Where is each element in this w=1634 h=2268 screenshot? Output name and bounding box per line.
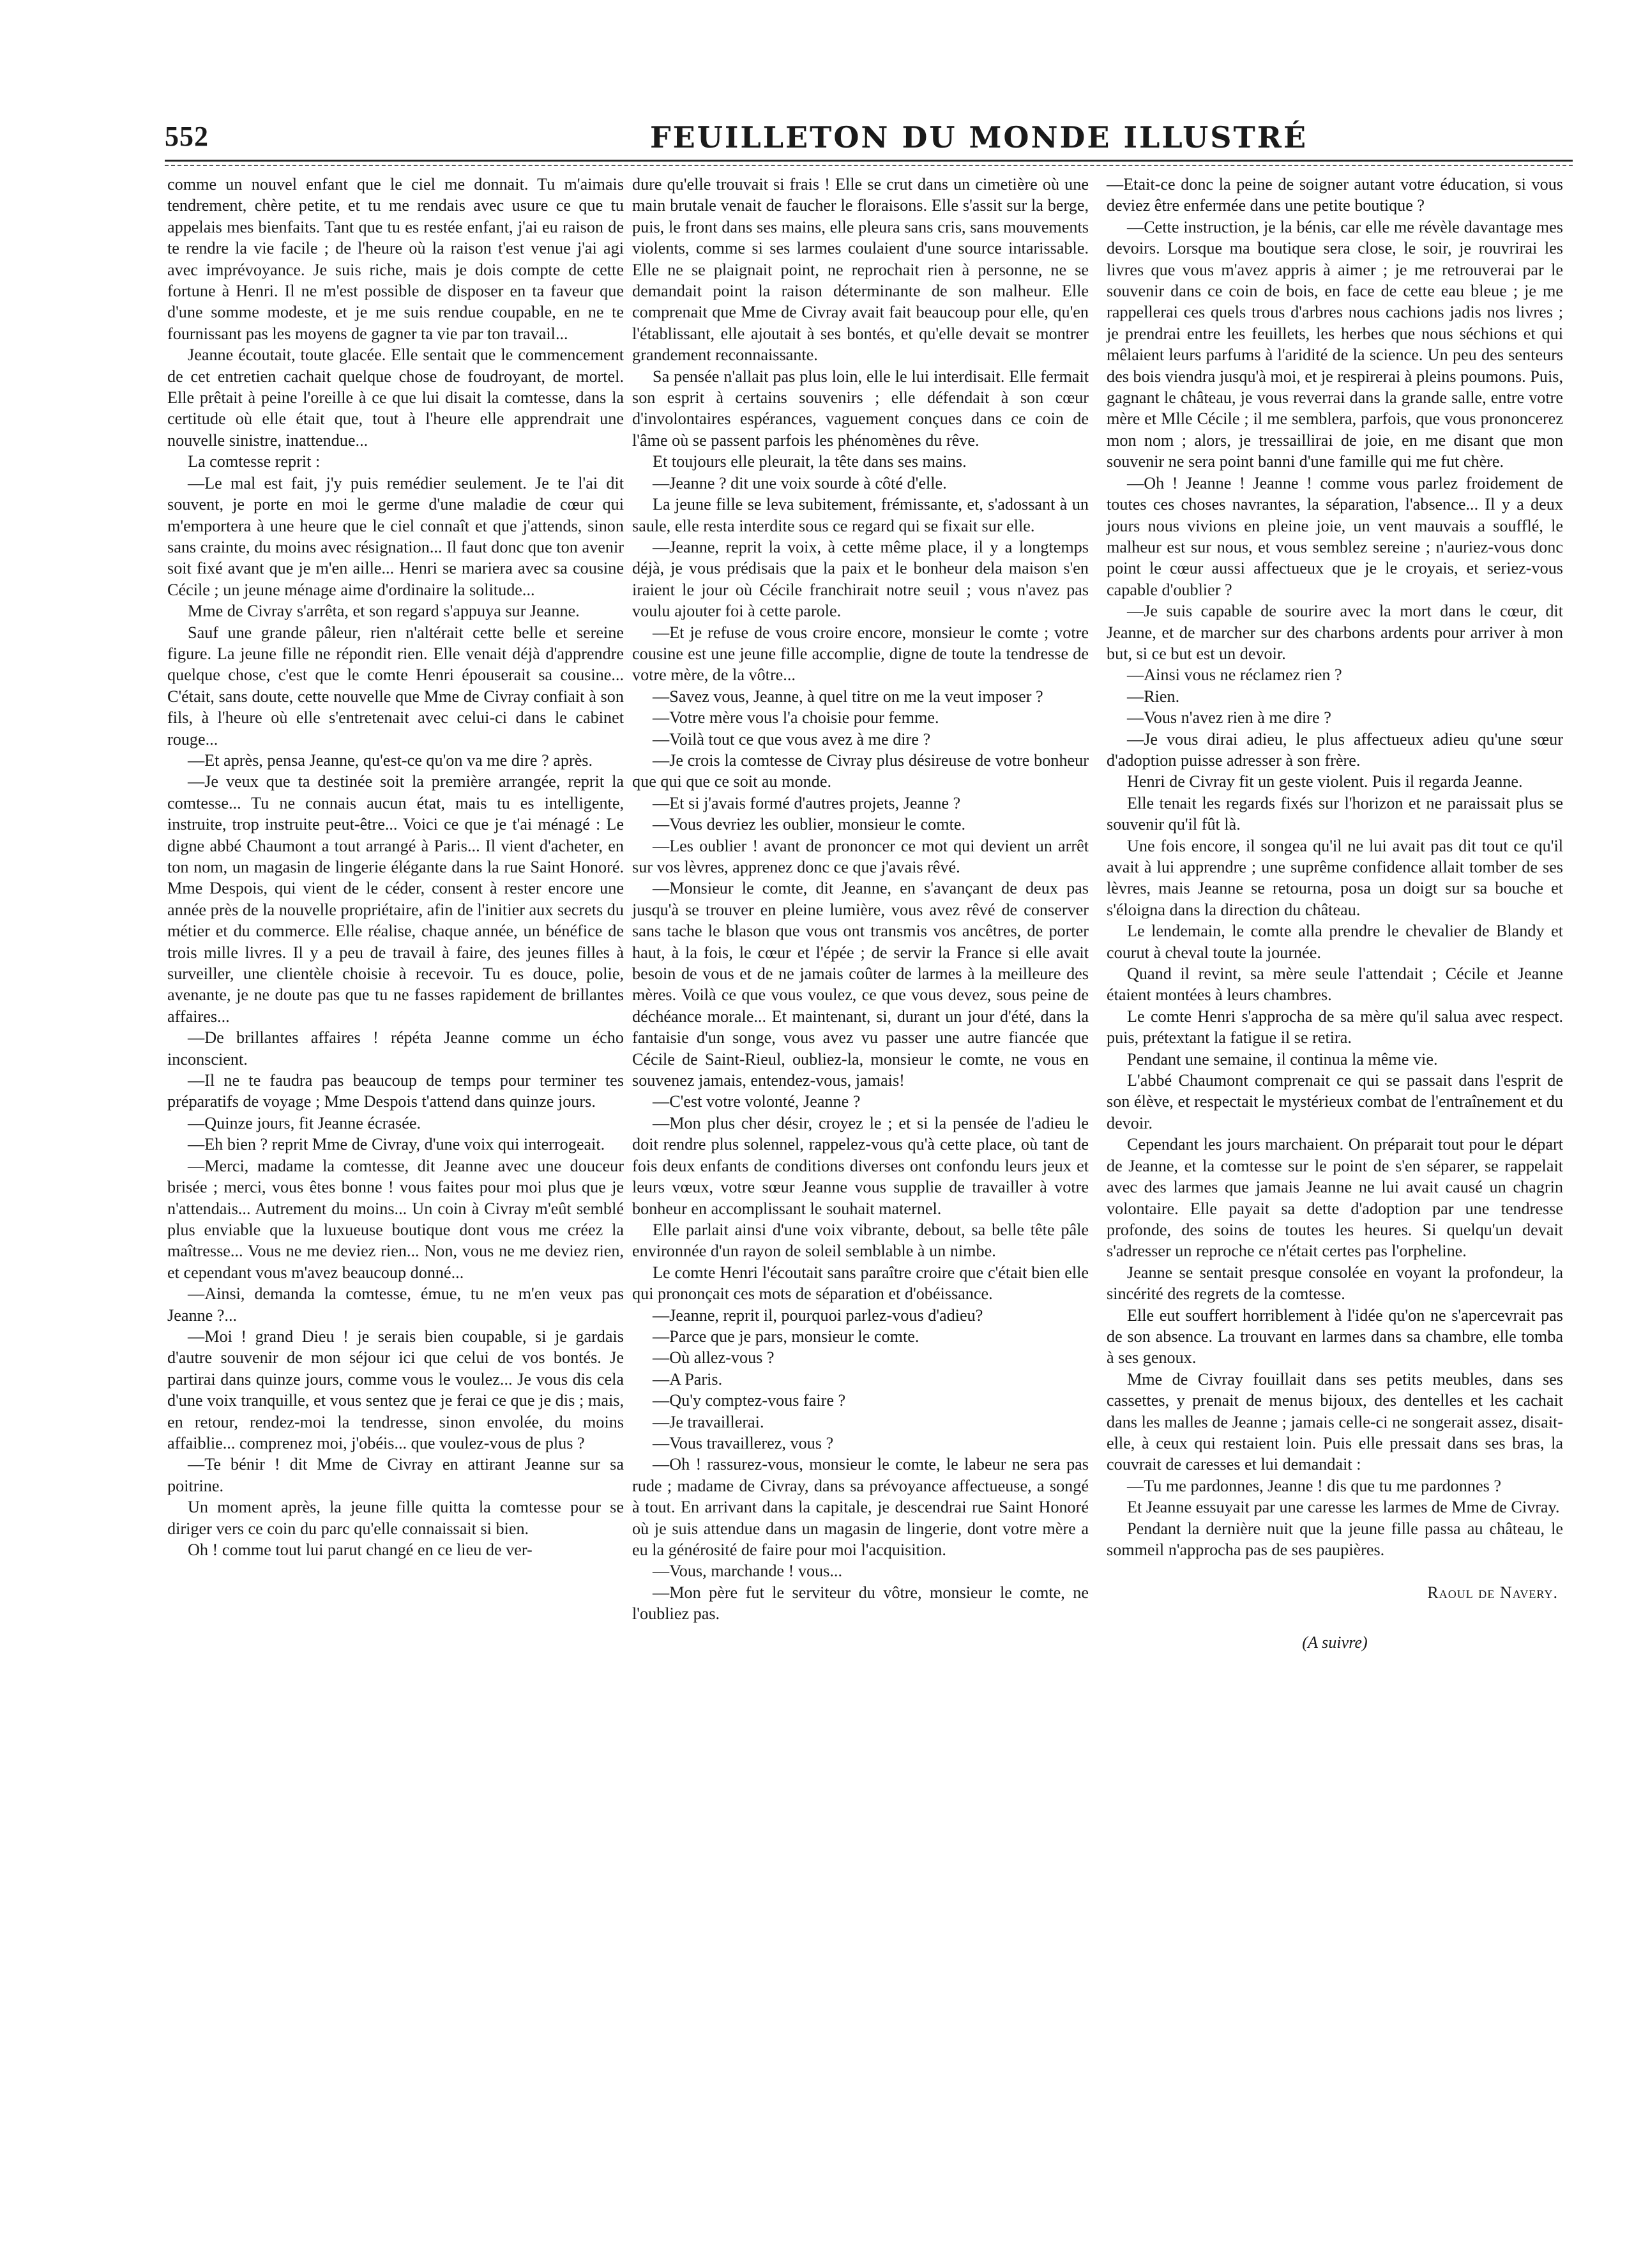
paragraph: —Je vous dirai adieu, le plus affectueux adieu qu'une sœur d'adoption puisse adresser à son frère. — [1107, 729, 1563, 770]
paragraph: comme un nouvel enfant que le ciel me donnait. Tu m'aimais tendrement, chère petite, et tu me rendais avec usure ce que tu appelais mes bienfaits. Tant que tu es restée enfant, j'ai eu raison de te rendre la vie facile ; de l'heure où la raison t'est venue j'ai agi avec imprévoyance. Je suis riche, mais je dois compte de cette fortune à Henri. Il ne m'est possible de disposer en ta faveur que d'une somme modeste, et je me suis rendue coupable, en ne te fournissant pas les moyens de gagner ta vie par ton travail... — [167, 175, 624, 343]
paragraph: Le comte Henri l'écoutait sans paraître croire que c'était bien elle qui prononçait ces mots de séparation et d'obéissance. — [632, 1263, 1089, 1304]
paragraph: Une fois encore, il songea qu'il ne lui avait pas dit tout ce qu'il avait à lui apprendre ; une suprême confidence allait tomber de ses lèvres, mais Jeanne se retourna, posa un doigt sur sa bouche et s'éloigna dans la direction du château. — [1107, 836, 1563, 919]
paragraph: Le comte Henri s'approcha de sa mère qu'il salua avec respect. puis, prétextant la fatigue il se retira. — [1107, 1007, 1563, 1047]
paragraph: —Merci, madame la comtesse, dit Jeanne avec une douceur brisée ; merci, vous êtes bonne ! vous faites pour moi plus que je n'attendais... Autrement du moins... Un coin à Civray m'eût semblé plus enviable que la luxueuse boutique dont vous me créez la maîtresse... Vous ne me deviez rien... Non, vous ne me deviez rien, et cependant vous m'avez beaucoup donné... — [167, 1156, 624, 1282]
paragraph: —Je travaillerai. — [653, 1412, 764, 1431]
paragraph: —Vous travaillerez, vous ? — [653, 1433, 834, 1452]
paragraph: —A Paris. — [653, 1369, 723, 1389]
paragraph: —Les oublier ! avant de prononcer ce mot qui devient un arrêt sur vos lèvres, apprenez donc ce que j'avais rêvé. — [632, 836, 1089, 876]
paragraph: Sauf une grande pâleur, rien n'altérait cette belle et sereine figure. La jeune fille ne répondit rien. Elle venait déjà d'apprendre quelque chose, c'est que le comte Henri épouserait sa cousine... C'était, sans doute, cette nouvelle que Mme de Civray confiait à son fils, à l'heure où elle s'entretenait avec celui-ci dans le cabinet rouge... — [167, 623, 624, 749]
paragraph: —Ainsi vous ne réclamez rien ? — [1127, 666, 1342, 685]
paragraph: Jeanne se sentait presque consolée en voyant la profondeur, la sincérité des regrets de la comtesse. — [1107, 1263, 1563, 1304]
paragraph: —Mon père fut le serviteur du vôtre, monsieur le comte, ne l'oubliez pas. — [632, 1583, 1089, 1624]
paragraph: —Jeanne, reprit il, pourquoi parlez-vous d'adieu? — [653, 1305, 983, 1325]
paragraph: Elle tenait les regards fixés sur l'horizon et ne paraissait plus se souvenir qu'il fût là. — [1107, 793, 1563, 834]
paragraph: —Monsieur le comte, dit Jeanne, en s'avançant de deux pas jusqu'à se trouver en pleine lumière, vous avez rêvé de conserver sans tache le blason que vous ont transmis vos ancêtres, de porter haut, à la fois, le cœur et l'épée ; de servir la France si elle avait besoin de vous et de ne jamais coûter de larmes à la meilleure des mères. Voilà ce que vous voulez, ce que vous devez, sous peine de déchéance morale... Et maintenant, si, durant un jour d'été, dans la fantaisie d'un songe, vous avez vu passer une autre fiancée que Cécile de Saint-Rieul, oubliez-la, monsieur le comte, ne vous en souvenez jamais, entendez-vous, jamais! — [632, 879, 1089, 1090]
paragraph: —Tu me pardonnes, Jeanne ! dis que tu me pardonnes ? — [1127, 1476, 1501, 1495]
paragraph: —Jeanne ? dit une voix sourde à côté d'elle. — [653, 473, 947, 492]
text-column-2 — [632, 174, 1089, 1625]
paragraph: —Oh ! Jeanne ! Jeanne ! comme vous parlez froidement de toutes ces choses navrantes, la séparation, l'absence... Il y a deux jours nous vivions en pleine joie, un vent mauvais a soufflé, le malheur est sur nous, et vous semblez sereine ; n'auriez-vous donc point le cœur aussi affectueux que je le croyais, et seriez-vous capable d'oublier ? — [1107, 473, 1563, 599]
paragraph: Henri de Civray fit un geste violent. Puis il regarda Jeanne. — [1127, 772, 1523, 791]
paragraph: —Mon plus cher désir, croyez le ; et si la pensée de l'adieu le doit rendre plus solennel, rappelez-vous qu'à cette place, où tant de fois deux enfants de conditions diverses ont confondu leurs jeux et leurs vœux, votre sœur Jeanne vous supplie de travailler à votre bonheur en accomplissant le souhait maternel. — [632, 1113, 1089, 1218]
paragraph: Et toujours elle pleurait, la tête dans ses mains. — [653, 452, 967, 471]
running-title: FEUILLETON DU MONDE ILLUSTRÉ — [650, 120, 1308, 155]
text-column-1 — [167, 174, 624, 1560]
paragraph: —Voilà tout ce que vous avez à me dire ? — [653, 729, 931, 749]
paragraph: Elle eut souffert horriblement à l'idée qu'on ne s'apercevrait pas de son absence. La trouvant en larmes dans sa chambre, elle tomba à ses genoux. — [1107, 1305, 1563, 1367]
page-number: 552 — [165, 121, 209, 152]
paragraph: —De brillantes affaires ! répéta Jeanne comme un écho inconscient. — [167, 1028, 624, 1069]
paragraph: —Je crois la comtesse de Civray plus désireuse de votre bonheur que qui que ce soit au monde. — [632, 750, 1089, 791]
author-signature: Raoul de Navery. — [1427, 1583, 1558, 1602]
paragraph: Pendant la dernière nuit que la jeune fille passa au château, le sommeil n'approcha pas de ses paupières. — [1107, 1519, 1563, 1559]
paragraph: —Il ne te faudra pas beaucoup de temps pour terminer tes préparatifs de voyage ; Mme Despois t'attend dans quinze jours. — [167, 1071, 624, 1111]
paragraph: Mme de Civray s'arrêta, et son regard s'appuya sur Jeanne. — [188, 602, 580, 621]
paragraph: —Eh bien ? reprit Mme de Civray, d'une voix qui interrogeait. — [188, 1135, 605, 1154]
paragraph: —Vous devriez les oublier, monsieur le comte. — [653, 815, 966, 834]
paragraph: Oh ! comme tout lui parut changé en ce lieu de ver- — [188, 1541, 533, 1559]
page-header — [165, 120, 1570, 158]
paragraph: —Moi ! grand Dieu ! je serais bien coupable, si je gardais d'autre souvenir de mon séjour ici que celui de vos bontés. Je partirai dans quinze jours, comme vous le voulez... Je vous dis cela d'une voix tranquille, et vous sentez que je ferai ce que je dis ; mais, en retour, rendez-moi la tendresse, sinon envolée, du moins affaiblie... comprenez moi, j'obéis... que voulez-vous de plus ? — [167, 1327, 624, 1452]
paragraph: Cependant les jours marchaient. On préparait tout pour le départ de Jeanne, et la comtesse sur le point de s'en séparer, se rappelait avec des larmes que jamais Jeanne ne lui avait causé un chagrin volontaire. Elle payait sa dette d'adoption par une tendresse profonde, des soins de toutes les heures. Si quelqu'un devait s'adresser un reproche ce n'était certes pas l'orpheline. — [1107, 1135, 1563, 1261]
header-rule — [165, 160, 1573, 162]
paragraph: —Votre mère vous l'a choisie pour femme. — [653, 708, 939, 727]
paragraph: Un moment après, la jeune fille quitta la comtesse pour se diriger vers ce coin du parc qu'elle connaissait si bien. — [167, 1498, 624, 1538]
paragraph: —Quinze jours, fit Jeanne écrasée. — [188, 1113, 421, 1132]
paragraph: —Vous n'avez rien à me dire ? — [1127, 708, 1331, 727]
paragraph: —Je veux que ta destinée soit la première arrangée, reprit la comtesse... Tu ne connais aucun état, mais tu es intelligente, instruite, trop instruite peut-être... Voici ce que je t'ai ménagé : Le digne abbé Chaumont a tout arrangé à Paris... Il vient d'acheter, en ton nom, un magasin de lingerie élégante dans la rue Saint Honoré. Mme Despois, qui vient de le céder, consent à rester encore une année près de la nouvelle propriétaire, afin de l'initier aux secrets du métier et du commerce. Elle réalise, chaque année, un bénéfice de trois mille livres. Il y a peu de travail à faire, des jeunes filles à surveiller, une clientèle choisie à recevoir. Tu es douce, polie, avenante, je ne doute pas que tu ne fasses rapidement de brillantes affaires... — [167, 772, 624, 1026]
paragraph: —Jeanne, reprit la voix, à cette même place, il y a longtemps déjà, je vous prédisais que la paix et le bonheur dela maison s'en iraient le jour où Cécile franchirait notre seuil ; vous n'avez pas voulu ajouter foi à cette parole. — [632, 537, 1089, 621]
paragraph: —Le mal est fait, j'y puis remédier seulement. Je te l'ai dit souvent, je porte en moi le germe d'une maladie de cœur qui m'emportera à une heure que le ciel connaît et que j'attends, sinon sans crainte, du moins avec résignation... Il faut donc que ton avenir soit fixé avant que je m'en aille... Henri se mariera avec sa cousine Cécile ; un jeune ménage aime d'ordinaire la solitude... — [167, 473, 624, 599]
paragraph: Et Jeanne essuyait par une caresse les larmes de Mme de Civray. — [1127, 1498, 1560, 1517]
paragraph: —Et si j'avais formé d'autres projets, Jeanne ? — [653, 793, 961, 812]
paragraph: —Cette instruction, je la bénis, car elle me révèle davantage mes devoirs. Lorsque ma boutique sera close, le soir, je rouvrirai les livres que vous m'avez appris à aimer ; je me retrouverai par le souvenir dans ce coin de bois, en face de cette eau bleue ; je me rappellerai ces quels trous d'arbres nous cachions jadis nos livres ; je prendrai entre les feuillets, les herbes que nous séchions et qui mêlaient leurs parfums à l'aridité de la science. Un peu des senteurs des bois viendra jusqu'à moi, et je respirerai à pleins poumons. Puis, gagnant le château, je vous reverrai dans la grande salle, entre votre mère et Mlle Cécile ; il me semblera, parfois, que vous prononcerez mon nom ; alors, je tressaillirai de joie, en me disant que mon souvenir ne sera point banni d'une famille qui me fut chère. — [1107, 217, 1563, 471]
to-be-continued: (A suivre) — [1302, 1633, 1368, 1652]
text-column-3 — [1107, 174, 1563, 1653]
paragraph: dure qu'elle trouvait si frais ! Elle se crut dans un cimetière où une main brutale venait de faucher le floraisons. Elle s'assit sur la berge, puis, le front dans ses mains, elle pleura sans cris, sans mouvements violents, comme si ses larmes coulaient d'une source intarissable. Elle ne se plaignait point, ne reprochait rien à personne, ne se demandait point la raison déterminante de son malheur. Elle comprenait que Mme de Civray avait fait beaucoup pour elle, qu'en l'établissant, elle ajoutait à ses bontés, et qu'elle devait se montrer grandement reconnaissante. — [632, 175, 1089, 365]
paragraph: Jeanne écoutait, toute glacée. Elle sentait que le commencement de cet entretien cachait quelque chose de foudroyant, de mortel. Elle prêtait à peine l'oreille à ce que lui disait la comtesse, dans la certitude où elle était que, tout à l'heure elle apprendrait une nouvelle sinistre, inattendue... — [167, 346, 624, 450]
paragraph: Sa pensée n'allait pas plus loin, elle le lui interdisait. Elle fermait son esprit à certains souvenirs ; elle défendait à son cœur d'involontaires espérances, vaguement conçues dans ce coin de l'âme où se passent parfois les phénomènes du rêve. — [632, 367, 1089, 450]
paragraph: Elle parlait ainsi d'une voix vibrante, debout, sa belle tête pâle environnée d'un rayon de soleil semblable à un nimbe. — [632, 1220, 1089, 1261]
paragraph: Le lendemain, le comte alla prendre le chevalier de Blandy et courut à cheval toute la journée. — [1107, 922, 1563, 962]
paragraph: —Je suis capable de sourire avec la mort dans le cœur, dit Jeanne, et de marcher sur des charbons ardents pour arriver à mon but, si ce but est un devoir. — [1107, 602, 1563, 663]
paragraph: —Ainsi, demanda la comtesse, émue, tu ne m'en veux pas Jeanne ?... — [167, 1284, 624, 1325]
paragraph: —Où allez-vous ? — [653, 1348, 775, 1367]
paragraph: —Savez vous, Jeanne, à quel titre on me la veut imposer ? — [653, 687, 1043, 706]
paragraph: —Oh ! rassurez-vous, monsieur le comte, le labeur ne sera pas rude ; madame de Civray, dans sa prévoyance affectueuse, a songé à tout. En arrivant dans la capitale, je descendrai rue Saint Honoré où je suis attendue dans un magasin de lingerie, dont votre mère a eu la générosité de faire pour moi l'acquisition. — [632, 1455, 1089, 1559]
paragraph: —Te bénir ! dit Mme de Civray en attirant Jeanne sur sa poitrine. — [167, 1455, 624, 1495]
paragraph: —C'est votre volonté, Jeanne ? — [653, 1092, 861, 1111]
header-rule-dashed — [165, 165, 1573, 166]
paragraph: —Et après, pensa Jeanne, qu'est-ce qu'on va me dire ? après. — [188, 750, 593, 770]
paragraph: —Etait-ce donc la peine de soigner autant votre éducation, si vous deviez être enfermée dans une petite boutique ? — [1107, 175, 1563, 215]
paragraph: Pendant une semaine, il continua la même vie. — [1127, 1049, 1438, 1069]
paragraph: —Parce que je pars, monsieur le comte. — [653, 1327, 919, 1346]
paragraph: La comtesse reprit : — [188, 452, 321, 471]
paragraph: —Vous, marchande ! vous... — [653, 1562, 842, 1581]
paragraph: —Rien. — [1127, 687, 1180, 706]
paragraph: La jeune fille se leva subitement, frémissante, et, s'adossant à un saule, elle resta interdite sous ce regard qui se fixait sur elle. — [632, 495, 1089, 535]
paragraph: Mme de Civray fouillait dans ses petits meubles, dans ses cassettes, y prenait de menus bijoux, des dentelles et les cachait dans les malles de Jeanne ; jamais celle-ci ne songerait assez, disait-elle, à ceux qui restaient loin. Puis elle pressait dans ses bras, la couvrait de caresses et lui demandait : — [1107, 1369, 1563, 1474]
paragraph: —Et je refuse de vous croire encore, monsieur le comte ; votre cousine est une jeune fille accomplie, digne de toute la tendresse de votre mère, de la vôtre... — [632, 623, 1089, 685]
paragraph: L'abbé Chaumont comprenait ce qui se passait dans l'esprit de son élève, et respectait le mystérieux combat de l'entraînement et du devoir. — [1107, 1071, 1563, 1132]
paragraph: —Qu'y comptez-vous faire ? — [653, 1391, 846, 1410]
paragraph: Quand il revint, sa mère seule l'attendait ; Cécile et Jeanne étaient montées à leurs chambres. — [1107, 964, 1563, 1005]
